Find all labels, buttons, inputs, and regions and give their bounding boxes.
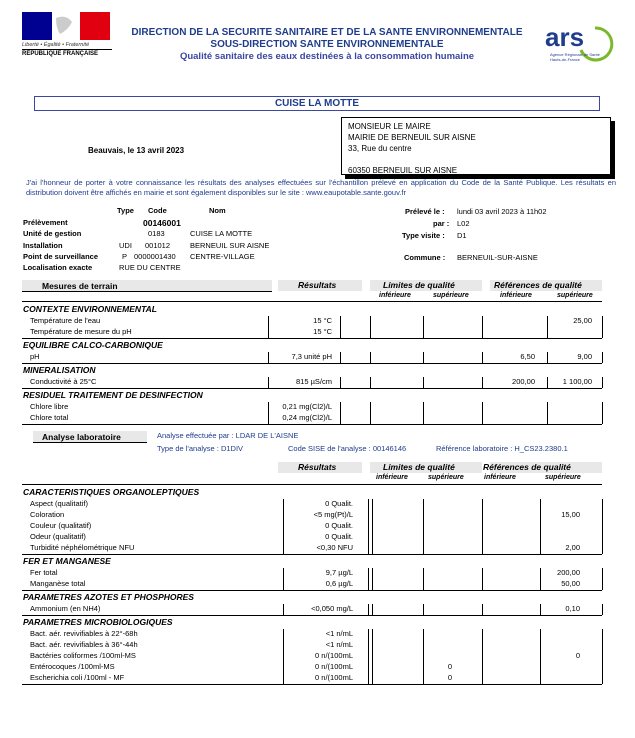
installation-type: UDI	[119, 241, 132, 250]
col-type-header: Type	[117, 206, 134, 215]
section-divider	[22, 363, 602, 364]
lab-divider	[22, 484, 602, 485]
limit-sup: 0	[447, 673, 453, 682]
ref-sup: 0,10	[565, 604, 580, 613]
result-value: <0,050 mg/L	[311, 604, 353, 613]
localisation-label: Localisation exacte	[23, 263, 93, 272]
address-line: MONSIEUR LE MAIRE	[348, 122, 431, 131]
section-title: PARAMETRES AZOTES ET PHOSPHORES	[23, 592, 194, 602]
parameter-name: Escherichia coli /100ml - MF	[30, 673, 125, 682]
column-separator	[423, 629, 424, 684]
result-value: 0 Qualit.	[325, 499, 353, 508]
letter-date: Beauvais, le 13 avril 2023	[88, 146, 185, 155]
result-value: <5 mg(Pt)/L	[313, 510, 353, 519]
result-value: <1 n/mL	[325, 629, 353, 638]
header-line3: Qualité sanitaire des eaux destinées à la consommation humaine	[179, 51, 475, 62]
unite-label: Unité de gestion	[23, 229, 82, 238]
installation-code: 001012	[145, 241, 171, 250]
ref-sup: 2,00	[565, 543, 580, 552]
ref-inf: 200,00	[512, 377, 535, 386]
column-separator	[368, 629, 369, 684]
column-separator	[370, 402, 371, 424]
parameter-name: Aspect (qualitatif)	[30, 499, 88, 508]
column-separator	[482, 316, 483, 338]
parameter-name: Coloration	[30, 510, 65, 519]
point-code: 0000001430	[134, 252, 176, 261]
prelevement-label: Prélèvement	[23, 218, 68, 227]
column-separator	[540, 629, 541, 684]
ref-sup: 200,00	[557, 568, 580, 577]
lab-refs-inf-header: inférieure	[484, 474, 516, 481]
result-value: 9,7 µg/L	[325, 568, 353, 577]
column-separator	[340, 402, 341, 424]
result-value: <1 n/mL	[325, 640, 353, 649]
column-separator	[368, 499, 369, 554]
typevisite-label: Type visite :	[402, 231, 445, 240]
column-separator	[372, 499, 373, 554]
column-separator	[482, 568, 483, 590]
col-nom-header: Nom	[209, 206, 226, 215]
ars-logo	[545, 22, 615, 67]
lab-section-box: Analyse laboratoire	[33, 431, 147, 443]
point-type: P	[122, 252, 128, 261]
parameter-name: Manganèse total	[30, 579, 86, 588]
column-separator	[368, 604, 369, 615]
section-divider	[22, 554, 602, 555]
column-separator	[423, 402, 424, 424]
column-separator	[268, 402, 269, 424]
column-separator	[602, 629, 603, 684]
column-separator	[482, 499, 483, 554]
intro-text: J'ai l'honneur de porter à votre connaissance les résultats des analyses effectuées sur l'échantillon prélevé en application du Code de la Santé Publique. Les résultats en distribution doivent être affichés en mairie et sont également disponibles sur le site : www.eaupotable.sante.gouv.fr	[26, 178, 616, 197]
ref-sup: 9,00	[577, 352, 592, 361]
parameter-name: Turbidité néphélométrique NFU	[30, 543, 135, 552]
republique-francaise-logo	[22, 12, 112, 62]
terrain-section-box: Mesures de terrain	[22, 280, 272, 292]
column-separator	[602, 402, 603, 424]
address-line	[348, 154, 604, 165]
ref-sup: 15,00	[561, 510, 580, 519]
column-separator	[268, 352, 269, 363]
parameter-name: Bact. aér. revivifiables à 36°-44h	[30, 640, 138, 649]
section-divider	[22, 338, 602, 339]
lab-refs-sup-header: supérieure	[545, 474, 581, 481]
result-value: 0,24 mg(Cl2)/L	[282, 413, 332, 422]
result-value: 0 n/(100mL	[315, 651, 353, 660]
column-separator	[423, 316, 424, 338]
section-divider	[22, 684, 602, 685]
parameter-name: Chlore libre	[30, 402, 69, 411]
column-separator	[423, 499, 424, 554]
rf-name: RÉPUBLIQUE FRANÇAISE	[22, 49, 112, 57]
terrain-divider	[22, 301, 602, 302]
column-separator	[340, 316, 341, 338]
par-label: par :	[433, 219, 450, 228]
limit-sup: 0	[447, 662, 453, 671]
ref-inf: 6,50	[520, 352, 535, 361]
column-separator	[268, 377, 269, 388]
lab-ref: Référence laboratoire : H_CS23.2380.1	[436, 444, 568, 453]
lab-limits-header: Limites de qualité	[383, 462, 455, 472]
ref-sup: 0	[575, 651, 580, 660]
result-value: <0,30 NFU	[316, 543, 353, 552]
header-line1: DIRECTION DE LA SECURITE SANITAIRE ET DE LA SANTE ENVIRONNEMENTALE	[131, 27, 523, 38]
column-separator	[340, 352, 341, 363]
installation-nom: BERNEUIL SUR AISNE	[190, 241, 270, 250]
lab-limits-sup-header: supérieure	[428, 474, 464, 481]
unite-nom: CUISE LA MOTTE	[190, 229, 253, 238]
results-header: Résultats	[298, 280, 337, 290]
column-separator	[370, 316, 371, 338]
parameter-name: Entérocoques /100ml-MS	[30, 662, 115, 671]
parameter-name: Température de l'eau	[30, 316, 101, 325]
parameter-name: Chlore total	[30, 413, 69, 422]
section-title: RESIDUEL TRAITEMENT DE DESINFECTION	[23, 390, 203, 400]
lab-results-header: Résultats	[298, 462, 337, 472]
column-separator	[370, 352, 371, 363]
parameter-name: Conductivité à 25°C	[30, 377, 97, 386]
column-separator	[482, 604, 483, 615]
column-separator	[283, 629, 284, 684]
parameter-name: pH	[30, 352, 40, 361]
typevisite-value: D1	[457, 231, 467, 240]
section-divider	[22, 424, 602, 425]
point-label: Point de surveillance	[23, 252, 99, 261]
column-separator	[602, 604, 603, 615]
section-title: PARAMETRES MICROBIOLOGIQUES	[23, 617, 173, 627]
result-value: 15 °C	[313, 327, 332, 336]
localisation-value: RUE DU CENTRE	[119, 263, 181, 272]
ars-subtitle: Agence Régionale de Santé Hauts-de-France	[550, 52, 600, 62]
parameter-name: Odeur (qualitatif)	[30, 532, 86, 541]
parameter-name: Bact. aér. revivifiables à 22°-68h	[30, 629, 138, 638]
column-separator	[602, 377, 603, 388]
section-title: MINERALISATION	[23, 365, 96, 375]
page-header	[112, 27, 542, 63]
result-value: 0 Qualit.	[325, 521, 353, 530]
parameter-name: Fer total	[30, 568, 58, 577]
column-separator	[547, 316, 548, 338]
section-title: FER ET MANGANESE	[23, 556, 111, 566]
column-separator	[283, 499, 284, 554]
section-divider	[22, 590, 602, 591]
marianne-flag-icon	[22, 12, 110, 40]
column-separator	[423, 568, 424, 590]
column-separator	[340, 377, 341, 388]
result-value: 0,21 mg(Cl2)/L	[282, 402, 332, 411]
lab-code-sise: Code SISE de l'analyse : 00146146	[288, 444, 407, 453]
column-separator	[368, 568, 369, 590]
column-separator	[482, 629, 483, 684]
section-title: CONTEXTE ENVIRONNEMENTAL	[23, 304, 157, 314]
result-value: 0,6 µg/L	[325, 579, 353, 588]
result-value: 0 n/(100mL	[315, 662, 353, 671]
column-separator	[602, 352, 603, 363]
column-separator	[372, 568, 373, 590]
parameter-name: Ammonium (en NH4)	[30, 604, 101, 613]
column-separator	[602, 316, 603, 338]
section-title: CARACTERISTIQUES ORGANOLEPTIQUES	[23, 487, 200, 497]
commune-label: Commune :	[404, 253, 446, 262]
column-separator	[423, 352, 424, 363]
lab-effectuee: Analyse effectuée par : LDAR DE L'AISNE	[157, 431, 299, 440]
column-separator	[283, 604, 284, 615]
column-separator	[540, 568, 541, 590]
ars-logo-text: ars	[545, 22, 585, 52]
column-separator	[602, 568, 603, 590]
result-value: 0 Qualit.	[325, 532, 353, 541]
refs-sup-header: supérieure	[557, 292, 593, 299]
header-line2: SOUS-DIRECTION SANTE ENVIRONNEMENTALE	[210, 39, 444, 50]
column-separator	[547, 352, 548, 363]
ref-sup: 50,00	[561, 579, 580, 588]
column-separator	[547, 402, 548, 424]
column-separator	[370, 377, 371, 388]
lab-type: Type de l'analyse : D1DIV	[157, 444, 244, 453]
column-separator	[602, 499, 603, 554]
parameter-name: Température de mesure du pH	[30, 327, 132, 336]
address-line: MAIRIE DE BERNEUIL SUR AISNE	[348, 133, 476, 142]
commune-value: BERNEUIL-SUR-AISNE	[457, 253, 538, 262]
column-separator	[482, 377, 483, 388]
column-separator	[540, 604, 541, 615]
rf-motto: Liberté • Égalité • Fraternité	[22, 42, 90, 48]
section-title: EQUILIBRE CALCO-CARBONIQUE	[23, 340, 163, 350]
ref-sup: 25,00	[573, 316, 592, 325]
preleve-value: lundi 03 avril 2023 à 11h02	[457, 207, 547, 216]
column-separator	[423, 604, 424, 615]
result-value: 0 n/(100mL	[315, 673, 353, 682]
column-separator	[540, 499, 541, 554]
result-value: 15 °C	[313, 316, 332, 325]
column-separator	[283, 568, 284, 590]
ref-sup: 1 100,00	[562, 377, 592, 386]
column-separator	[482, 352, 483, 363]
column-separator	[423, 377, 424, 388]
address-line: 60350 BERNEUIL SUR AISNE	[348, 166, 458, 175]
prelevement-code: 00146001	[143, 218, 181, 228]
par-value: L02	[457, 219, 470, 228]
installation-label: Installation	[23, 241, 63, 250]
point-nom: CENTRE-VILLAGE	[190, 252, 255, 261]
result-value: 7,3 unité pH	[291, 352, 332, 361]
section-divider	[22, 615, 602, 616]
limits-inf-header: inférieure	[379, 292, 411, 299]
col-code-header: Code	[148, 206, 167, 215]
column-separator	[372, 604, 373, 615]
limits-sup-header: supérieure	[433, 292, 469, 299]
section-divider	[22, 388, 602, 389]
column-separator	[268, 316, 269, 338]
page-title: CUISE LA MOTTE	[34, 96, 600, 111]
lab-limits-inf-header: inférieure	[376, 474, 408, 481]
column-separator	[482, 402, 483, 424]
result-value: 815 µS/cm	[295, 377, 332, 386]
refs-header: Références de qualité	[494, 280, 582, 290]
unite-code: 0183	[148, 229, 165, 238]
refs-inf-header: inférieure	[500, 292, 532, 299]
address-box	[341, 117, 611, 175]
address-line: 33, Rue du centre	[348, 144, 412, 153]
preleve-label: Prélevé le :	[405, 207, 445, 216]
parameter-name: Bactéries coliformes /100ml-MS	[30, 651, 136, 660]
limits-header: Limites de qualité	[383, 280, 455, 290]
column-separator	[372, 629, 373, 684]
lab-refs-header: Références de qualité	[483, 462, 571, 472]
parameter-name: Couleur (qualitatif)	[30, 521, 92, 530]
column-separator	[547, 377, 548, 388]
